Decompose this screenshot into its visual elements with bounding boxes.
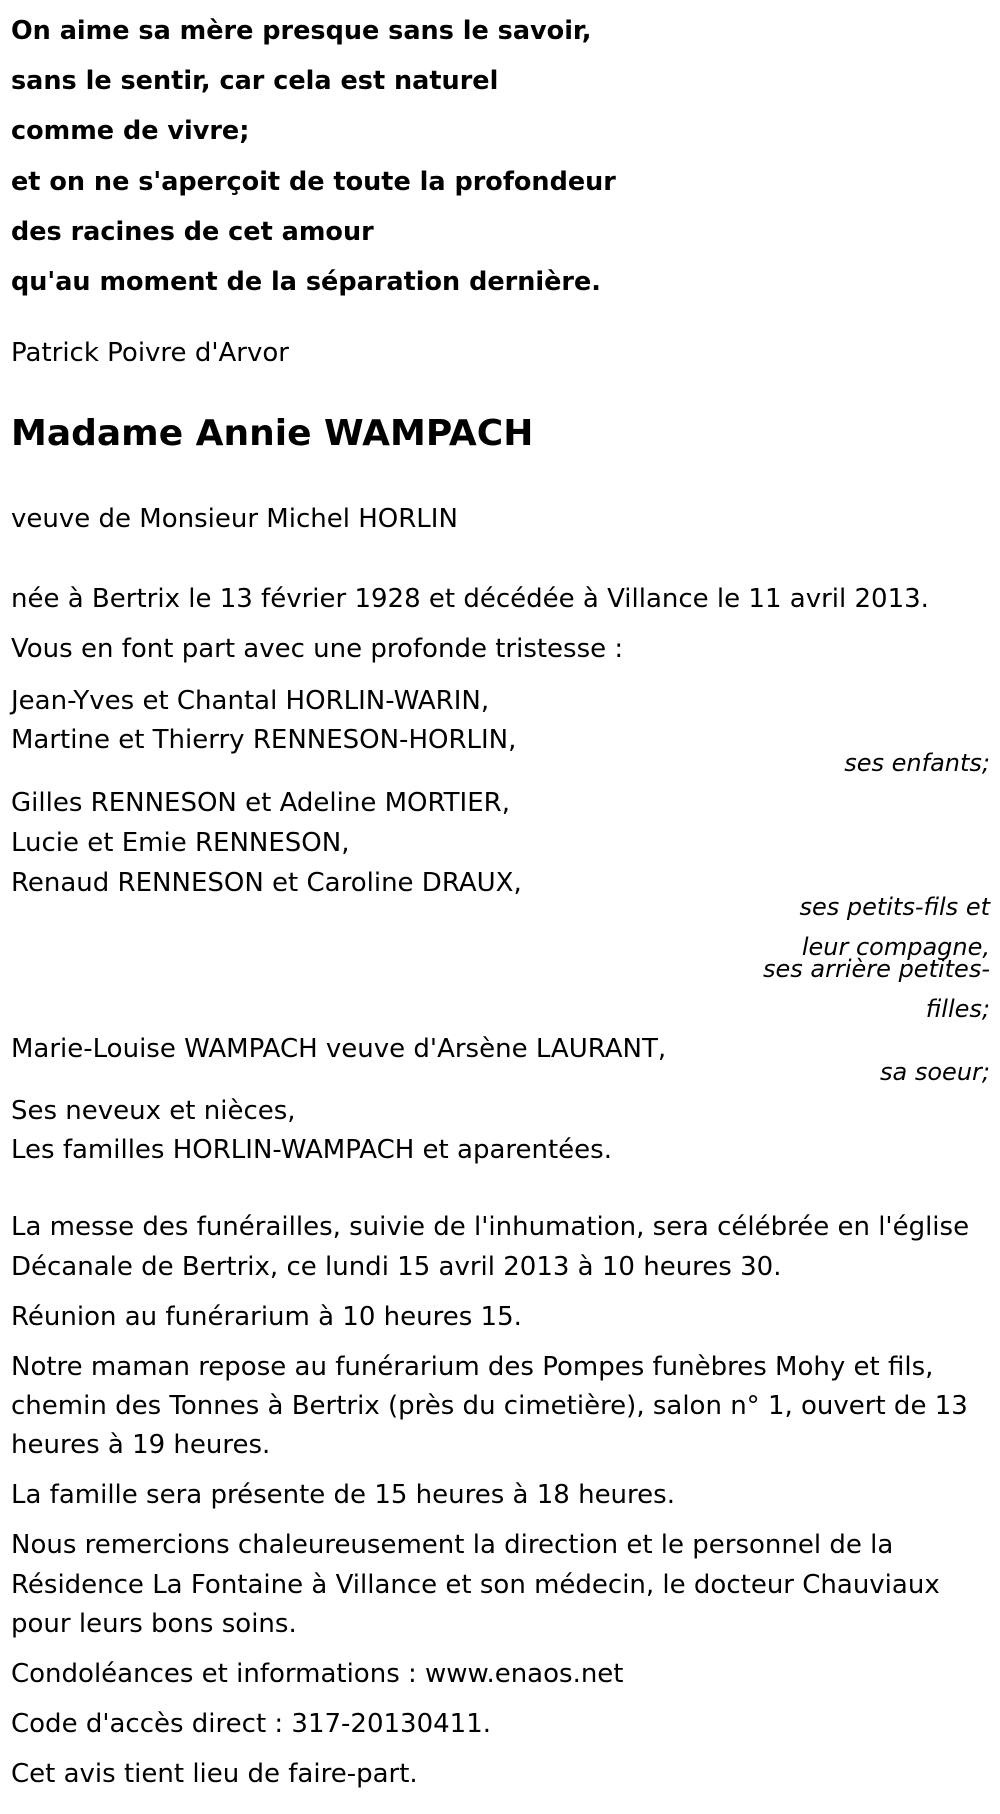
family-member: Lucie et Emie RENNESON, [11,828,350,858]
poem-line: et on ne s'aperçoit de toute la profondeur [11,166,616,197]
deceased-name: Madame Annie WAMPACH [11,413,534,454]
poem-line: sans le sentir, car cela est naturel [11,66,499,97]
access-code-info: Code d'accès direct : 317-20130411. [11,1709,492,1739]
meeting-info: Réunion au funérarium à 10 heures 15. [11,1302,522,1332]
poem-line: qu'au moment de la séparation dernière. [11,267,601,298]
great-grandchildren-relation: ses arrière petites- [763,955,990,983]
thanks-info: pour leurs bons soins. [11,1609,297,1639]
grandchildren-relation: ses petits-fils et [799,893,990,921]
grandchildren-relation: leur compagne, [801,933,990,961]
family-presence-info: La famille sera présente de 15 heures à 18 heures. [11,1480,675,1510]
sister-relation: sa soeur; [880,1058,990,1086]
children-relation: ses enfants; [844,749,990,777]
rest-info: heures à 19 heures. [11,1430,271,1460]
family-member: Gilles RENNESON et Adeline MORTIER, [11,788,510,818]
funeral-info: La messe des funérailles, suivie de l'inhumation, sera célébrée en l'église [11,1212,970,1242]
poem-author: Patrick Poivre d'Arvor [11,338,289,368]
poem-quote [11,6,616,307]
family-member: Jean-Yves et Chantal HORLIN-WARIN, [11,686,490,716]
rest-info: chemin des Tonnes à Bertrix (près du cimetière), salon n° 1, ouvert de 13 [11,1391,968,1421]
family-member: Ses neveux et nièces, [11,1096,296,1126]
great-grandchildren-relation: filles; [925,995,990,1023]
family-member: Renaud RENNESON et Caroline DRAUX, [11,868,522,898]
announcement-intro: Vous en font part avec une profonde tristesse : [11,634,624,664]
thanks-info: Nous remercions chaleureusement la direction et le personnel de la [11,1530,894,1560]
family-member: Martine et Thierry RENNESON-HORLIN, [11,725,517,755]
poem-line: On aime sa mère presque sans le savoir, [11,16,592,46]
rest-info: Notre maman repose au funérarium des Pompes funèbres Mohy et fils, [11,1352,934,1382]
family-member: Marie-Louise WAMPACH veuve d'Arsène LAURANT, [11,1034,667,1064]
birth-death-line: née à Bertrix le 13 février 1928 et décédée à Villance le 11 avril 2013. [11,584,929,614]
condolences-info: Condoléances et informations : www.enaos.net [11,1659,624,1689]
funeral-info: Décanale de Bertrix, ce lundi 15 avril 2013 à 10 heures 30. [11,1252,782,1282]
poem-line: comme de vivre; [11,116,250,147]
family-member: Les familles HORLIN-WAMPACH et aparentées. [11,1135,612,1165]
poem-line: des racines de cet amour [11,216,374,247]
notice-info: Cet avis tient lieu de faire-part. [11,1759,418,1789]
spouse-line: veuve de Monsieur Michel HORLIN [11,504,458,534]
thanks-info: Résidence La Fontaine à Villance et son médecin, le docteur Chauviaux [11,1570,940,1600]
